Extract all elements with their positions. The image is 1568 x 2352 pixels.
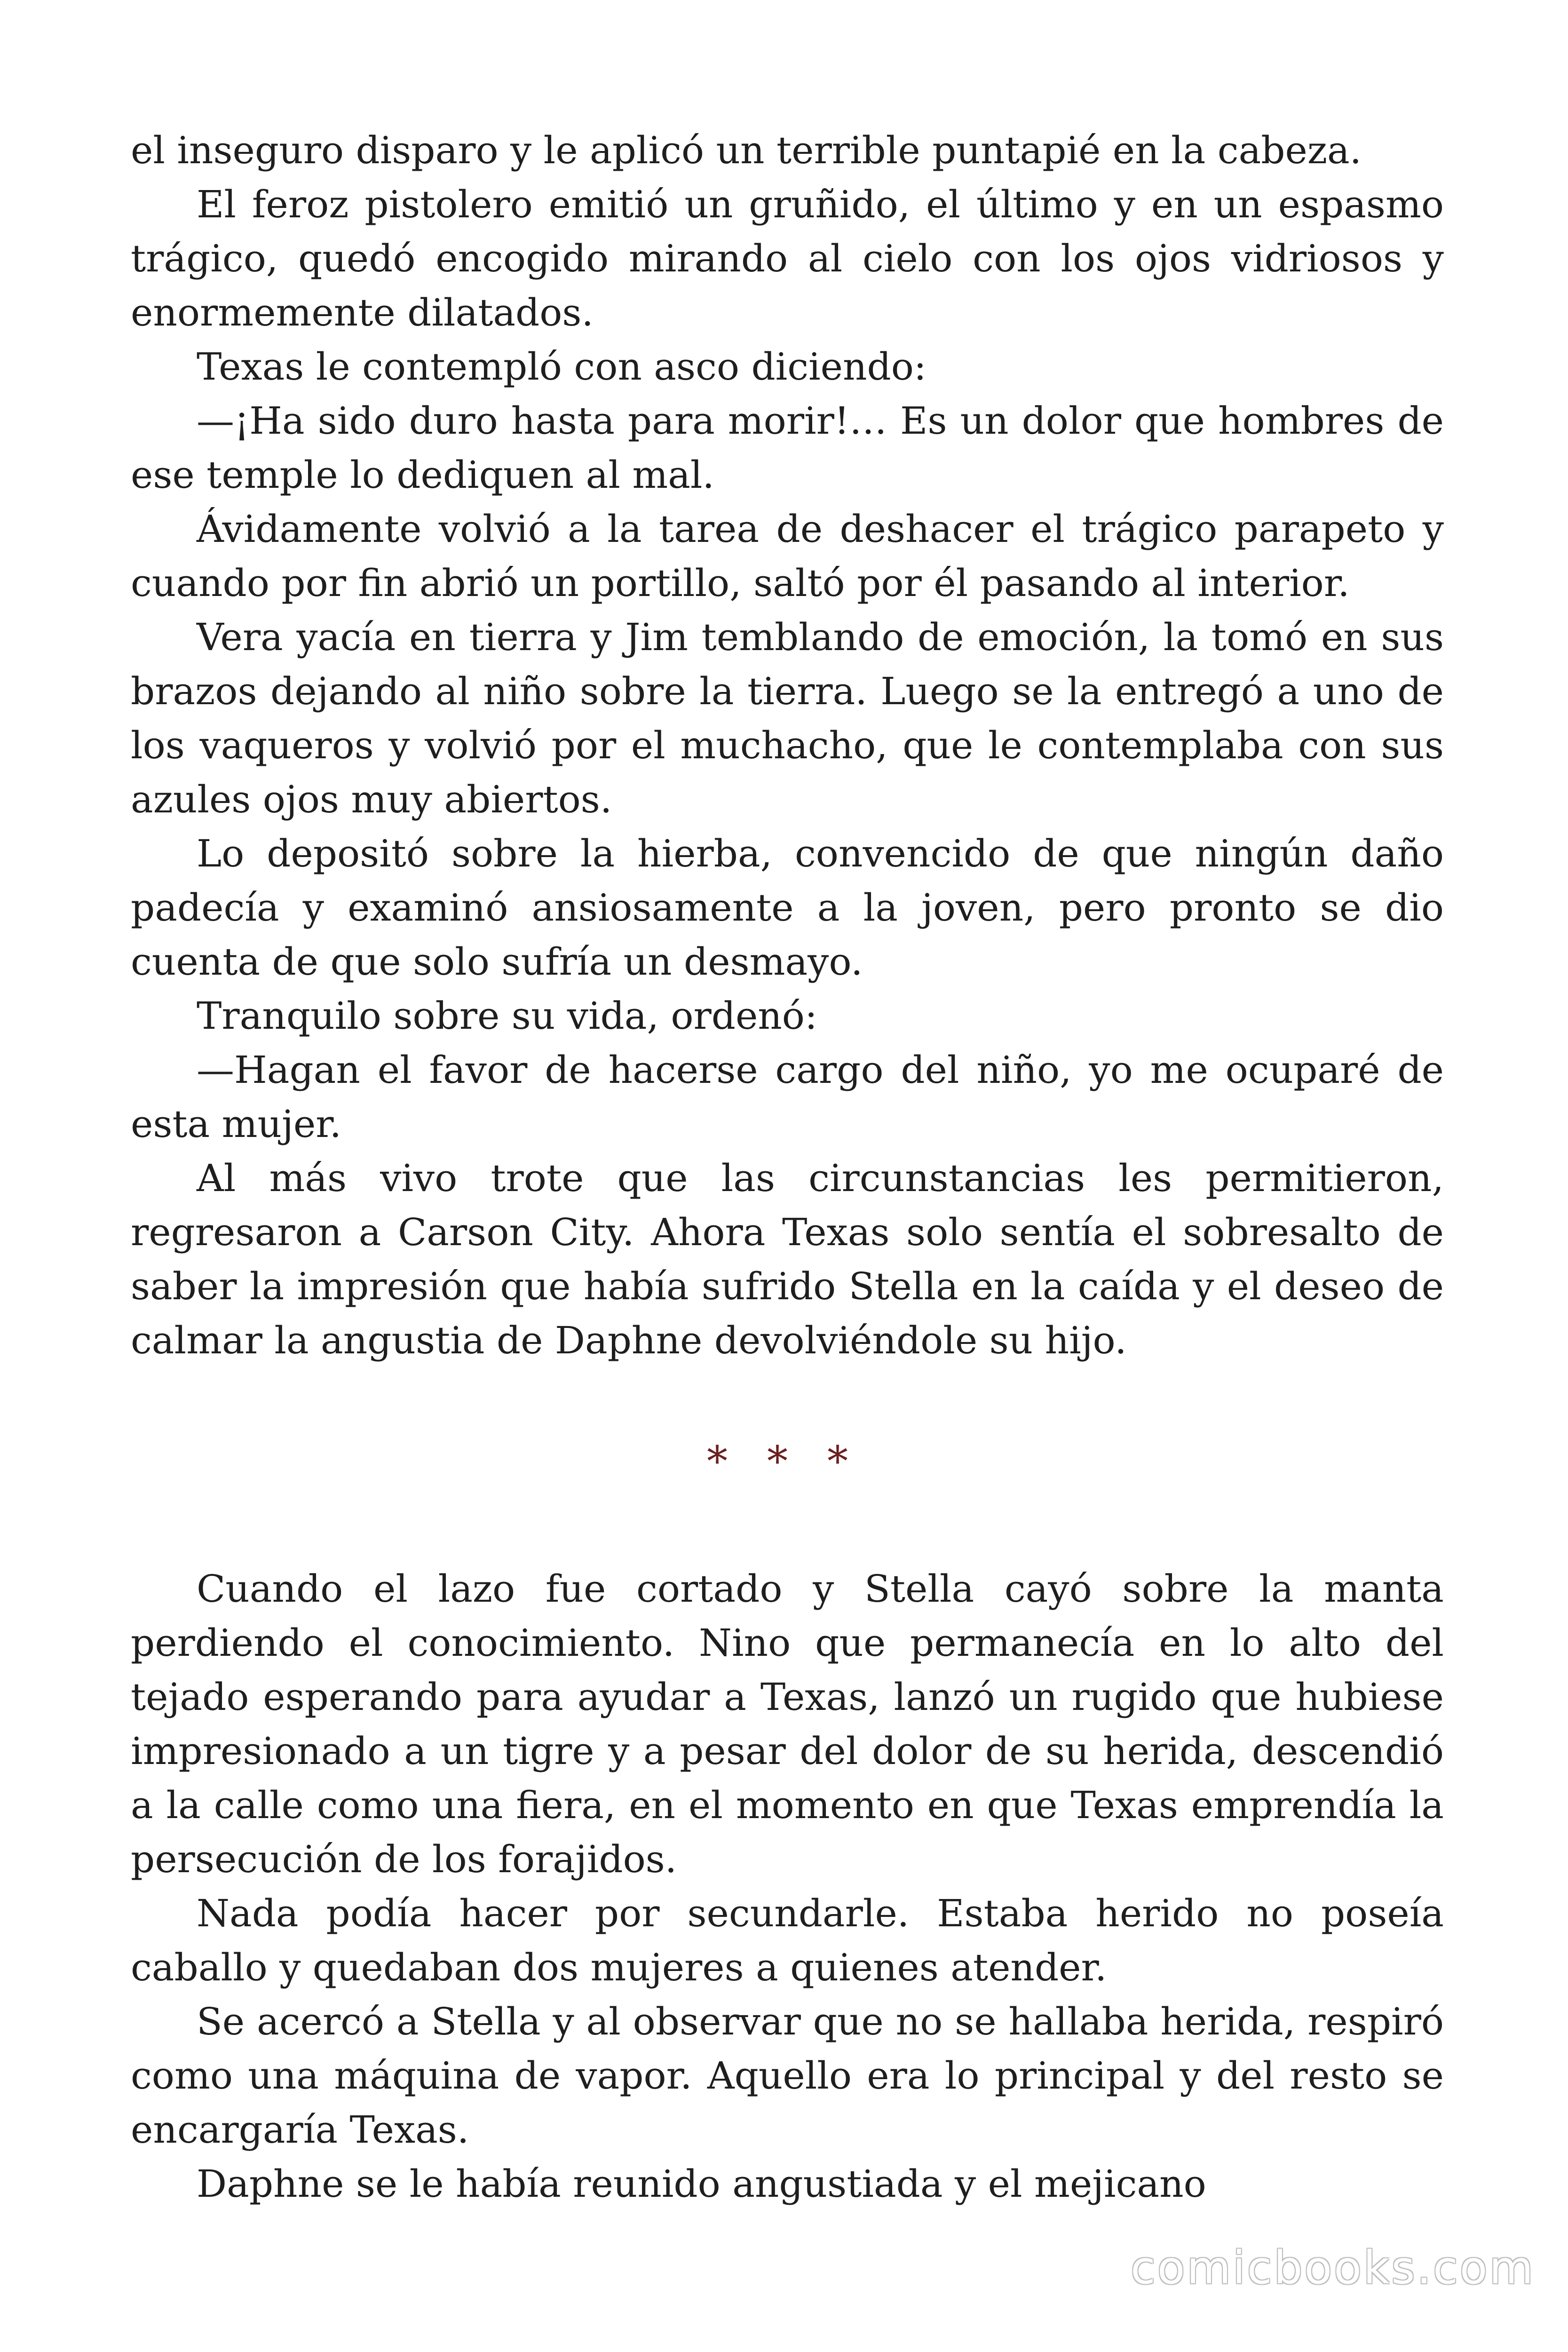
paragraph: Lo depositó sobre la hierba, convencido de que ningún daño padecía y examinó ansiosamente a la joven, pero pronto se dio cuenta de que solo sufría un desmayo. xyxy=(131,832,1444,984)
paragraph: Se acercó a Stella y al observar que no se hallaba herida, respiró como una máquina de vapor. Aquello era lo principal y del resto se encargaría Texas. xyxy=(131,2000,1444,2152)
scene-separator: * * * xyxy=(707,1437,861,1486)
paragraph: Ávidamente volvió a la tarea de deshacer el trágico parapeto y cuando por fin abrió un portillo, saltó por él pasando al interior. xyxy=(131,507,1444,605)
paragraph: Vera yacía en tierra y Jim temblando de emoción, la tomó en sus brazos dejando al niño sobre la tierra. Luego se la entregó a uno de los vaqueros y volvió por el muchacho, que le contemplaba con sus azules ojos muy abiertos. xyxy=(131,615,1444,821)
watermark: comicbooks.com xyxy=(1130,2241,1535,2294)
paragraph: Cuando el lazo fue cortado y Stella cayó sobre la manta perdiendo el conocimiento. Nino que permanecía en lo alto del tejado esperando para ayudar a Texas, lanzó un rugido que hubiese impresionado a un tigre y a pesar del dolor de su herida, descendió a la calle como una fiera, en el momento en que Texas emprendía la persecución de los forajidos. xyxy=(131,1567,1444,1881)
text-block-bottom xyxy=(131,1562,1444,2211)
paragraph: Tranquilo sobre su vida, ordenó: xyxy=(197,994,817,1038)
paragraph: Nada podía hacer por secundarle. Estaba herido no poseía caballo y quedaban dos mujeres a quienes atender. xyxy=(131,1891,1444,1989)
text-block-top xyxy=(131,123,1444,1367)
paragraph: Texas le contempló con asco diciendo: xyxy=(197,345,927,389)
paragraph: Daphne se le había reunido angustiada y el mejicano xyxy=(197,2162,1206,2206)
paragraph: el inseguro disparo y le aplicó un terrible puntapié en la cabeza. xyxy=(131,128,1362,172)
paragraph: —Hagan el favor de hacerse cargo del niño, yo me ocuparé de esta mujer. xyxy=(131,1048,1444,1146)
paragraph: Al más vivo trote que las circunstancias les permitieron, regresaron a Carson City. Ahora Texas solo sentía el sobresalto de saber la impresión que había sufrido Stella en la caída y el deseo de calmar la angustia de Daphne devolviéndole su hijo. xyxy=(131,1156,1444,1362)
paragraph: —¡Ha sido duro hasta para morir!… Es un dolor que hombres de ese temple lo dediquen al mal. xyxy=(131,399,1444,497)
paragraph: El feroz pistolero emitió un gruñido, el último y en un espasmo trágico, quedó encogido mirando al cielo con los ojos vidriosos y enormemente dilatados. xyxy=(131,183,1444,334)
